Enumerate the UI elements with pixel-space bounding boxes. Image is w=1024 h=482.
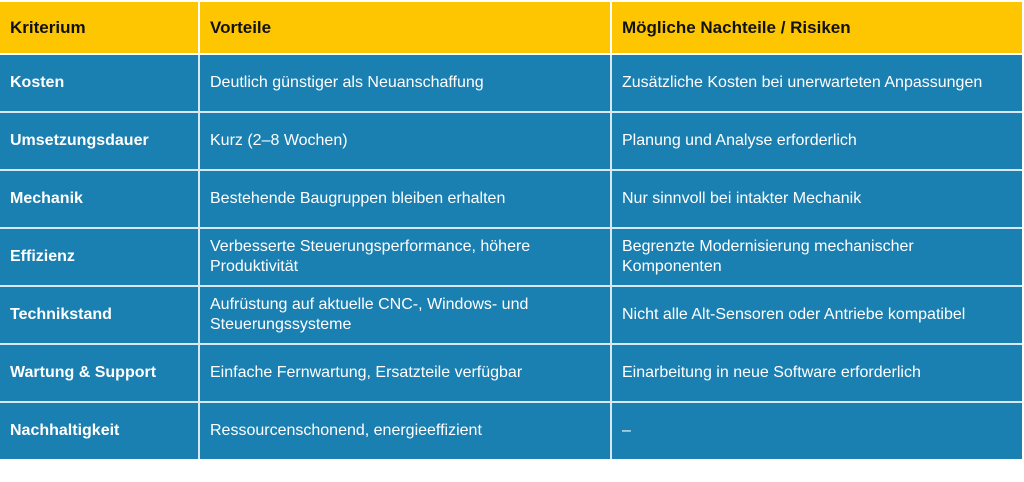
advantage-cell: Einfache Fernwartung, Ersatzteile verfügbar: [199, 344, 611, 402]
risk-cell: Planung und Analyse erforderlich: [611, 112, 1022, 170]
advantage-cell: Ressourcenschonend, energieeffizient: [199, 402, 611, 459]
header-row: [0, 2, 1022, 54]
risk-cell: Nur sinnvoll bei intakter Mechanik: [611, 170, 1022, 228]
criterion-cell: Mechanik: [0, 170, 199, 228]
header-vorteile: Vorteile: [199, 2, 611, 54]
comparison-table: [0, 2, 1022, 459]
risk-cell: Begrenzte Modernisierung mechanischer Komponenten: [611, 228, 1022, 286]
advantage-cell: Verbesserte Steuerungsperformance, höhere Produktivität: [199, 228, 611, 286]
table-row: [0, 344, 1022, 402]
risk-cell: Nicht alle Alt-Sensoren oder Antriebe kompatibel: [611, 286, 1022, 344]
advantage-cell: Aufrüstung auf aktuelle CNC-, Windows- und Steuerungssysteme: [199, 286, 611, 344]
advantage-cell: Deutlich günstiger als Neuanschaffung: [199, 54, 611, 112]
criterion-cell: Umsetzungsdauer: [0, 112, 199, 170]
table-row: [0, 286, 1022, 344]
advantage-cell: Kurz (2–8 Wochen): [199, 112, 611, 170]
table-row: [0, 54, 1022, 112]
table-row: [0, 170, 1022, 228]
table-body: [0, 54, 1022, 459]
risk-cell: Zusätzliche Kosten bei unerwarteten Anpassungen: [611, 54, 1022, 112]
criterion-cell: Effizienz: [0, 228, 199, 286]
table-row: [0, 228, 1022, 286]
criterion-cell: Nachhaltigkeit: [0, 402, 199, 459]
header-kriterium: Kriterium: [0, 2, 199, 54]
criterion-cell: Kosten: [0, 54, 199, 112]
table-row: [0, 402, 1022, 459]
header-nachteile: Mögliche Nachteile / Risiken: [611, 2, 1022, 54]
criterion-cell: Technikstand: [0, 286, 199, 344]
risk-cell: –: [611, 402, 1022, 459]
advantage-cell: Bestehende Baugruppen bleiben erhalten: [199, 170, 611, 228]
risk-cell: Einarbeitung in neue Software erforderlich: [611, 344, 1022, 402]
table-row: [0, 112, 1022, 170]
table-header: [0, 2, 1022, 54]
criterion-cell: Wartung & Support: [0, 344, 199, 402]
